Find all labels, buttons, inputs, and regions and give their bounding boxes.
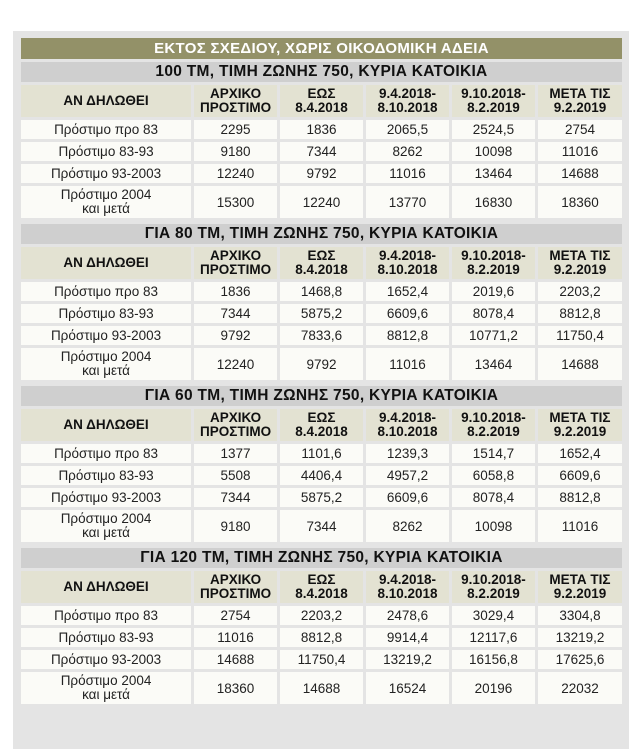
row-label — [21, 672, 191, 704]
row-label — [21, 444, 191, 463]
fine-section — [21, 62, 622, 221]
fine-value-cell: 1377 — [194, 444, 277, 463]
fine-section — [21, 224, 622, 383]
column-header-line: 9.4.2018- — [378, 86, 436, 101]
fine-value-cell: 10098 — [452, 142, 535, 161]
fine-value-cell: 11016 — [366, 348, 449, 380]
column-header — [194, 571, 277, 603]
column-header-line: 8.2.2019 — [467, 262, 520, 277]
column-header-line: ΕΩΣ — [307, 86, 336, 101]
row-label-line: και μετά — [82, 363, 130, 378]
row-label — [21, 304, 191, 323]
column-header-line: 9.4.2018- — [378, 248, 436, 263]
column-header-line: 8.2.2019 — [467, 586, 520, 601]
fine-value-cell: 3304,8 — [538, 606, 622, 625]
fine-value-cell: 7344 — [194, 304, 277, 323]
column-header-line: ΑΡΧΙΚΟ — [209, 410, 262, 425]
table-row — [21, 348, 622, 380]
table-row — [21, 142, 622, 161]
fine-value-cell: 1836 — [280, 120, 363, 139]
column-header-line: 9.4.2018- — [378, 572, 436, 587]
fine-value-cell: 13770 — [366, 186, 449, 218]
row-label — [21, 650, 191, 669]
column-header-line: ΑΡΧΙΚΟ — [209, 86, 262, 101]
fine-value-cell: 11016 — [366, 164, 449, 183]
fine-value-cell: 7833,6 — [280, 326, 363, 345]
column-header — [366, 247, 449, 279]
fine-value-cell: 9914,4 — [366, 628, 449, 647]
column-header-line: 9.10.2018- — [461, 410, 526, 425]
fine-value-cell: 14688 — [538, 348, 622, 380]
fine-value-cell: 12240 — [194, 164, 277, 183]
table-row — [21, 606, 622, 625]
column-header-line: 9.2.2019 — [553, 586, 607, 601]
fine-value-cell: 2754 — [194, 606, 277, 625]
row-label-line: Πρόστιμο 2004 — [60, 187, 152, 202]
fine-value-cell: 11750,4 — [538, 326, 622, 345]
column-header-line: ΑΡΧΙΚΟ — [209, 248, 262, 263]
column-header-line: ΜΕΤΑ ΤΙΣ — [549, 572, 611, 587]
fine-value-cell: 1836 — [194, 282, 277, 301]
column-header-line: 8.2.2019 — [467, 424, 520, 439]
fine-value-cell: 5875,2 — [280, 488, 363, 507]
column-header-line: 9.10.2018- — [461, 86, 526, 101]
column-header — [452, 247, 535, 279]
column-header-line: ΠΡΟΣΤΙΜΟ — [199, 424, 272, 439]
fine-value-cell: 4957,2 — [366, 466, 449, 485]
fine-value-cell: 12240 — [280, 186, 363, 218]
column-header-line: 8.4.2018 — [295, 424, 348, 439]
fine-value-cell: 11016 — [538, 510, 622, 542]
fine-value-cell: 17625,6 — [538, 650, 622, 669]
row-label-line: Πρόστιμο προ 83 — [54, 445, 158, 461]
fine-value-cell: 7344 — [280, 142, 363, 161]
table-row — [21, 164, 622, 183]
column-header — [452, 85, 535, 117]
row-label — [21, 510, 191, 542]
fine-value-cell: 9180 — [194, 510, 277, 542]
column-header-line: 8.10.2018 — [377, 424, 438, 439]
section-title: ΓΙΑ 60 ΤΜ, ΤΙΜΗ ΖΩΝΗΣ 750, ΚΥΡΙΑ ΚΑΤΟΙΚΙΑ — [21, 386, 622, 406]
column-header-line: ΕΩΣ — [307, 572, 336, 587]
column-header-line: 9.2.2019 — [553, 100, 607, 115]
table-row — [21, 628, 622, 647]
fine-value-cell: 13464 — [452, 164, 535, 183]
row-label-line: Πρόστιμο προ 83 — [54, 283, 158, 299]
fine-value-cell: 9792 — [194, 326, 277, 345]
column-header — [538, 409, 622, 441]
table-row — [21, 120, 622, 139]
fine-value-cell: 1239,3 — [366, 444, 449, 463]
fine-section — [21, 386, 622, 545]
column-header-line: 9.4.2018- — [378, 410, 436, 425]
fine-value-cell: 2203,2 — [280, 606, 363, 625]
section-title: ΓΙΑ 80 ΤΜ, ΤΙΜΗ ΖΩΝΗΣ 750, ΚΥΡΙΑ ΚΑΤΟΙΚΙΑ — [21, 224, 622, 244]
table-row — [21, 510, 622, 542]
column-header — [538, 571, 622, 603]
fine-value-cell: 2203,2 — [538, 282, 622, 301]
fine-section — [21, 548, 622, 707]
column-header-line: ΕΩΣ — [307, 248, 336, 263]
row-label-line: και μετά — [82, 687, 130, 702]
column-header — [366, 409, 449, 441]
row-label — [21, 282, 191, 301]
fine-value-cell: 6609,6 — [366, 488, 449, 507]
row-label — [21, 628, 191, 647]
column-header-line: ΕΩΣ — [307, 410, 336, 425]
column-header-line: ΑΝ ΔΗΛΩΘΕΙ — [63, 93, 149, 108]
table-row — [21, 650, 622, 669]
column-header-line: ΑΝ ΔΗΛΩΘΕΙ — [63, 417, 149, 432]
fine-value-cell: 6609,6 — [366, 304, 449, 323]
fine-value-cell: 8078,4 — [452, 304, 535, 323]
row-label-line: Πρόστιμο 2004 — [60, 511, 152, 526]
row-label — [21, 606, 191, 625]
column-header-line: 9.2.2019 — [553, 262, 607, 277]
fine-value-cell: 12240 — [194, 348, 277, 380]
column-header-line: 8.4.2018 — [295, 586, 348, 601]
column-header — [21, 85, 191, 117]
column-header-line: 8.10.2018 — [377, 262, 438, 277]
row-label-line: Πρόστιμο 93-2003 — [50, 651, 162, 667]
row-label — [21, 120, 191, 139]
fines-table — [18, 82, 625, 221]
fine-value-cell: 18360 — [194, 672, 277, 704]
column-header-line: 9.2.2019 — [553, 424, 607, 439]
fine-value-cell: 5875,2 — [280, 304, 363, 323]
row-label — [21, 466, 191, 485]
fines-infographic — [21, 38, 622, 710]
fine-value-cell: 1468,8 — [280, 282, 363, 301]
sections-container — [21, 62, 622, 707]
table-row — [21, 444, 622, 463]
table-header-row — [21, 571, 622, 603]
fine-value-cell: 15300 — [194, 186, 277, 218]
row-label-line: Πρόστιμο 83-93 — [58, 143, 154, 159]
table-header-row — [21, 247, 622, 279]
row-label-line: Πρόστιμο προ 83 — [54, 607, 158, 623]
fine-value-cell: 14688 — [280, 672, 363, 704]
column-header-line: 8.2.2019 — [467, 100, 520, 115]
section-title: ΓΙΑ 120 ΤΜ, ΤΙΜΗ ΖΩΝΗΣ 750, ΚΥΡΙΑ ΚΑΤΟΙΚΙΑ — [21, 548, 622, 568]
fine-value-cell: 8078,4 — [452, 488, 535, 507]
fine-value-cell: 16830 — [452, 186, 535, 218]
table-row — [21, 282, 622, 301]
column-header-line: 9.10.2018- — [461, 248, 526, 263]
column-header-line: 8.10.2018 — [377, 586, 438, 601]
fine-value-cell: 2478,6 — [366, 606, 449, 625]
fine-value-cell: 2295 — [194, 120, 277, 139]
column-header — [538, 85, 622, 117]
row-label — [21, 326, 191, 345]
row-label — [21, 488, 191, 507]
fine-value-cell: 18360 — [538, 186, 622, 218]
fine-value-cell: 7344 — [280, 510, 363, 542]
column-header — [21, 247, 191, 279]
row-label — [21, 164, 191, 183]
fine-value-cell: 6609,6 — [538, 466, 622, 485]
fine-value-cell: 1652,4 — [366, 282, 449, 301]
column-header-line: ΑΝ ΔΗΛΩΘΕΙ — [63, 255, 149, 270]
column-header — [194, 85, 277, 117]
fines-table — [18, 406, 625, 545]
fine-value-cell: 8812,8 — [538, 304, 622, 323]
column-header-line: ΠΡΟΣΤΙΜΟ — [199, 100, 272, 115]
fine-value-cell: 9792 — [280, 348, 363, 380]
fine-value-cell: 8812,8 — [280, 628, 363, 647]
table-header-row — [21, 85, 622, 117]
column-header — [366, 85, 449, 117]
column-header — [280, 571, 363, 603]
fine-value-cell: 16524 — [366, 672, 449, 704]
column-header-line: 8.4.2018 — [295, 100, 348, 115]
column-header — [194, 247, 277, 279]
fine-value-cell: 5508 — [194, 466, 277, 485]
row-label — [21, 186, 191, 218]
fine-value-cell: 16156,8 — [452, 650, 535, 669]
row-label-line: και μετά — [82, 525, 130, 540]
fine-value-cell: 1652,4 — [538, 444, 622, 463]
fine-value-cell: 8262 — [366, 142, 449, 161]
row-label-line: Πρόστιμο 93-2003 — [50, 327, 162, 343]
row-label-line: Πρόστιμο 83-93 — [58, 629, 154, 645]
table-row — [21, 488, 622, 507]
fines-table — [18, 568, 625, 707]
fine-value-cell: 8812,8 — [366, 326, 449, 345]
table-row — [21, 672, 622, 704]
fine-value-cell: 8812,8 — [538, 488, 622, 507]
table-row — [21, 304, 622, 323]
fine-value-cell: 1514,7 — [452, 444, 535, 463]
column-header-line: ΑΡΧΙΚΟ — [209, 572, 262, 587]
fine-value-cell: 11750,4 — [280, 650, 363, 669]
column-header — [452, 571, 535, 603]
fine-value-cell: 14688 — [194, 650, 277, 669]
column-header-line: 8.10.2018 — [377, 100, 438, 115]
row-label-line: Πρόστιμο προ 83 — [54, 121, 158, 137]
fine-value-cell: 7344 — [194, 488, 277, 507]
fine-value-cell: 2065,5 — [366, 120, 449, 139]
row-label-line: Πρόστιμο 83-93 — [58, 467, 154, 483]
column-header — [280, 247, 363, 279]
column-header-line: ΠΡΟΣΤΙΜΟ — [199, 262, 272, 277]
fine-value-cell: 11016 — [538, 142, 622, 161]
fine-value-cell: 3029,4 — [452, 606, 535, 625]
row-label-line: Πρόστιμο 2004 — [60, 349, 152, 364]
row-label — [21, 142, 191, 161]
column-header-line: 9.10.2018- — [461, 572, 526, 587]
column-header — [366, 571, 449, 603]
main-title: ΕΚΤΟΣ ΣΧΕΔΙΟΥ, ΧΩΡΙΣ ΟΙΚΟΔΟΜΙΚΗ ΑΔΕΙΑ — [21, 38, 622, 59]
fine-value-cell: 22032 — [538, 672, 622, 704]
column-header — [538, 247, 622, 279]
fine-value-cell: 1101,6 — [280, 444, 363, 463]
table-row — [21, 466, 622, 485]
table-row — [21, 186, 622, 218]
fine-value-cell: 9180 — [194, 142, 277, 161]
fine-value-cell: 10098 — [452, 510, 535, 542]
fine-value-cell: 20196 — [452, 672, 535, 704]
fines-table — [18, 244, 625, 383]
section-title: 100 ΤΜ, ΤΙΜΗ ΖΩΝΗΣ 750, ΚΥΡΙΑ ΚΑΤΟΙΚΙΑ — [21, 62, 622, 82]
column-header — [280, 409, 363, 441]
fine-value-cell: 4406,4 — [280, 466, 363, 485]
fine-value-cell: 2524,5 — [452, 120, 535, 139]
fine-value-cell: 6058,8 — [452, 466, 535, 485]
fine-value-cell: 13464 — [452, 348, 535, 380]
column-header — [194, 409, 277, 441]
row-label-line: Πρόστιμο 2004 — [60, 673, 152, 688]
column-header-line: ΑΝ ΔΗΛΩΘΕΙ — [63, 579, 149, 594]
column-header-line: ΠΡΟΣΤΙΜΟ — [199, 586, 272, 601]
fine-value-cell: 13219,2 — [538, 628, 622, 647]
column-header — [21, 571, 191, 603]
fine-value-cell: 2019,6 — [452, 282, 535, 301]
table-row — [21, 326, 622, 345]
column-header-line: ΜΕΤΑ ΤΙΣ — [549, 410, 611, 425]
row-label-line: και μετά — [82, 201, 130, 216]
fine-value-cell: 9792 — [280, 164, 363, 183]
column-header — [452, 409, 535, 441]
column-header — [21, 409, 191, 441]
fine-value-cell: 14688 — [538, 164, 622, 183]
row-label — [21, 348, 191, 380]
column-header-line: ΜΕΤΑ ΤΙΣ — [549, 86, 611, 101]
row-label-line: Πρόστιμο 93-2003 — [50, 489, 162, 505]
row-label-line: Πρόστιμο 93-2003 — [50, 165, 162, 181]
fine-value-cell: 2754 — [538, 120, 622, 139]
fine-value-cell: 12117,6 — [452, 628, 535, 647]
fine-value-cell: 11016 — [194, 628, 277, 647]
column-header-line: ΜΕΤΑ ΤΙΣ — [549, 248, 611, 263]
table-header-row — [21, 409, 622, 441]
fine-value-cell: 8262 — [366, 510, 449, 542]
fine-value-cell: 10771,2 — [452, 326, 535, 345]
column-header-line: 8.4.2018 — [295, 262, 348, 277]
column-header — [280, 85, 363, 117]
row-label-line: Πρόστιμο 83-93 — [58, 305, 154, 321]
fine-value-cell: 13219,2 — [366, 650, 449, 669]
